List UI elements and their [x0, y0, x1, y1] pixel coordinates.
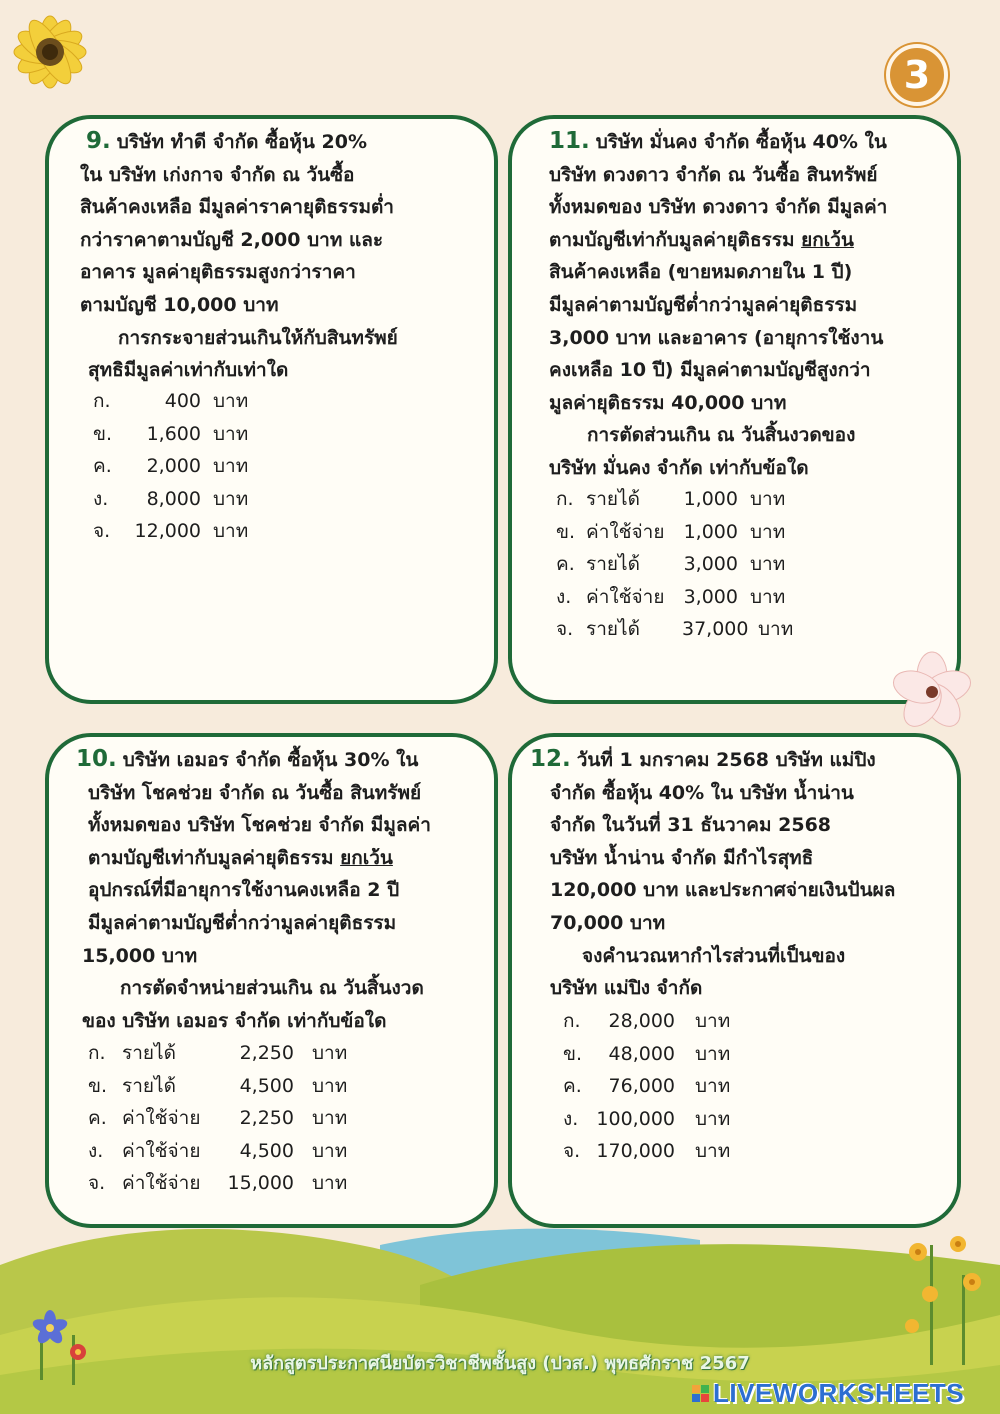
- liveworksheets-brand[interactable]: [692, 1378, 964, 1408]
- choice-option[interactable]: ง. 100,000 บาท: [563, 1107, 731, 1130]
- choice-option[interactable]: จ. 170,000 บาท: [563, 1140, 731, 1163]
- choice-option[interactable]: ข. รายได้ 4,500 บาท: [88, 1074, 348, 1097]
- choice-option[interactable]: ก. รายได้ 2,250 บาท: [88, 1042, 348, 1064]
- choice-option[interactable]: จ. 12,000 บาท: [93, 520, 249, 543]
- choice-option[interactable]: ก. 28,000 บาท: [563, 1010, 731, 1032]
- page-number: 3: [903, 53, 931, 97]
- yellow-flower-icon: [0, 0, 122, 120]
- choice-option[interactable]: ก. 400 บาท: [93, 390, 249, 412]
- choice-option[interactable]: ข. 48,000 บาท: [563, 1042, 731, 1065]
- question-10-choices: [88, 1037, 347, 1200]
- choice-option[interactable]: จ. ค่าใช้จ่าย 15,000 บาท: [88, 1172, 348, 1195]
- question-number: 10.: [76, 746, 117, 772]
- choice-option[interactable]: ง. 8,000 บาท: [93, 487, 249, 510]
- page-number-badge: [886, 44, 948, 106]
- pink-flower-icon: [890, 650, 975, 735]
- brand-name: LIVEWORKSHEETS: [713, 1377, 965, 1408]
- choice-option[interactable]: ค. รายได้ 3,000 บาท: [556, 553, 786, 576]
- question-10-text: 10. บริษัท เอมอร จำกัด ซื้อหุ้น 30% ใน บริษัท โชคช่วย จำกัด ณ วันซื้อ สินทรัพย์ ทั้งหมดของ บริษัท โชคช่วย จำกัด มีมูลค่า ตามบัญชีเท่ากับมูลค่ายุติธรรม ยกเว้น อุปกรณ์ที่มีอายุการใช้งานคงเหลือ 2 ปี มีมูลค่าตามบัญชีต่ำกว่ามูลค่ายุติธรรม 15,000 บาท การตัดจำหน่ายส่วนเกิน ณ วันสิ้นงวด ของ บริษัท เอมอร จำกัด เท่ากับข้อใด: [76, 746, 431, 1032]
- blue-flower-icon: [30, 1308, 70, 1348]
- question-12-text: 12. วันที่ 1 มกราคม 2568 บริษัท แม่ปิง จำกัด ซื้อหุ้น 40% ใน บริษัท น้ำน่าน จำกัด ในวันที่ 31 ธันวาคม 2568 บริษัท น้ำน่าน จำกัด มีกำไรสุทธิ 120,000 บาท และประกาศจ่ายเงินปันผล 70,000 บาท จงคำนวณหากำไรส่วนที่เป็นของ บริษัท แม่ปิง จำกัด: [530, 746, 896, 1000]
- choice-option[interactable]: ค. 76,000 บาท: [563, 1075, 731, 1098]
- question-11-choices: [556, 483, 793, 646]
- choice-option[interactable]: จ. รายได้ 37,000 บาท: [556, 618, 794, 641]
- choice-option[interactable]: ค. ค่าใช้จ่าย 2,250 บาท: [88, 1107, 348, 1130]
- choice-option[interactable]: ข. 1,600 บาท: [93, 422, 249, 445]
- question-9-choices: [93, 385, 248, 548]
- choice-option[interactable]: ง. ค่าใช้จ่าย 4,500 บาท: [88, 1139, 348, 1162]
- liveworksheets-logo-icon: [692, 1385, 709, 1402]
- choice-option[interactable]: ก. รายได้ 1,000 บาท: [556, 488, 786, 510]
- question-12-choices: [563, 1005, 730, 1168]
- question-number: 11.: [549, 128, 590, 154]
- question-11-text: 11. บริษัท มั่นคง จำกัด ซื้อหุ้น 40% ใน บริษัท ดวงดาว จำกัด ณ วันซื้อ สินทรัพย์ ทั้งหมดของ บริษัท ดวงดาว จำกัด มีมูลค่า ตามบัญชีเท่ากับมูลค่ายุติธรรม ยกเว้น สินค้าคงเหลือ (ขายหมดภายใน 1 ปี) มีมูลค่าตามบัญชีต่ำกว่ามูลค่ายุติธรรม 3,000 บาท และอาคาร (อายุการใช้งาน คงเหลือ 10 ปี) มีมูลค่าตามบัญชีสูงกว่า มูลค่ายุติธรรม 40,000 บาท การตัดส่วนเกิน ณ วันสิ้นงวดของ บริษัท มั่นคง จำกัด เท่ากับข้อใด: [549, 128, 888, 479]
- choice-option[interactable]: ค. 2,000 บาท: [93, 455, 249, 478]
- curriculum-footer: หลักสูตรประกาศนียบัตรวิชาชีพชั้นสูง (ปวส.) พุทธศักราช 2567: [250, 1353, 750, 1374]
- choice-option[interactable]: ข. ค่าใช้จ่าย 1,000 บาท: [556, 520, 786, 543]
- question-number: 9.: [86, 128, 111, 154]
- choice-option[interactable]: ง. ค่าใช้จ่าย 3,000 บาท: [556, 585, 786, 608]
- question-number: 12.: [530, 746, 571, 772]
- question-9-text: 9. บริษัท ทำดี จำกัด ซื้อหุ้น 20% ใน บริษัท เก่งกาจ จำกัด ณ วันซื้อ สินค้าคงเหลือ มีมูลค่าราคายุติธรรมต่ำ กว่าราคาตามบัญชี 2,000 บาท และ อาคาร มูลค่ายุติธรรมสูงกว่าราคา ตามบัญชี 10,000 บาท การกระจายส่วนเกินให้กับสินทรัพย์ สุทธิมีมูลค่าเท่ากับเท่าใด: [80, 128, 398, 382]
- wildflowers-icon: [900, 1232, 990, 1342]
